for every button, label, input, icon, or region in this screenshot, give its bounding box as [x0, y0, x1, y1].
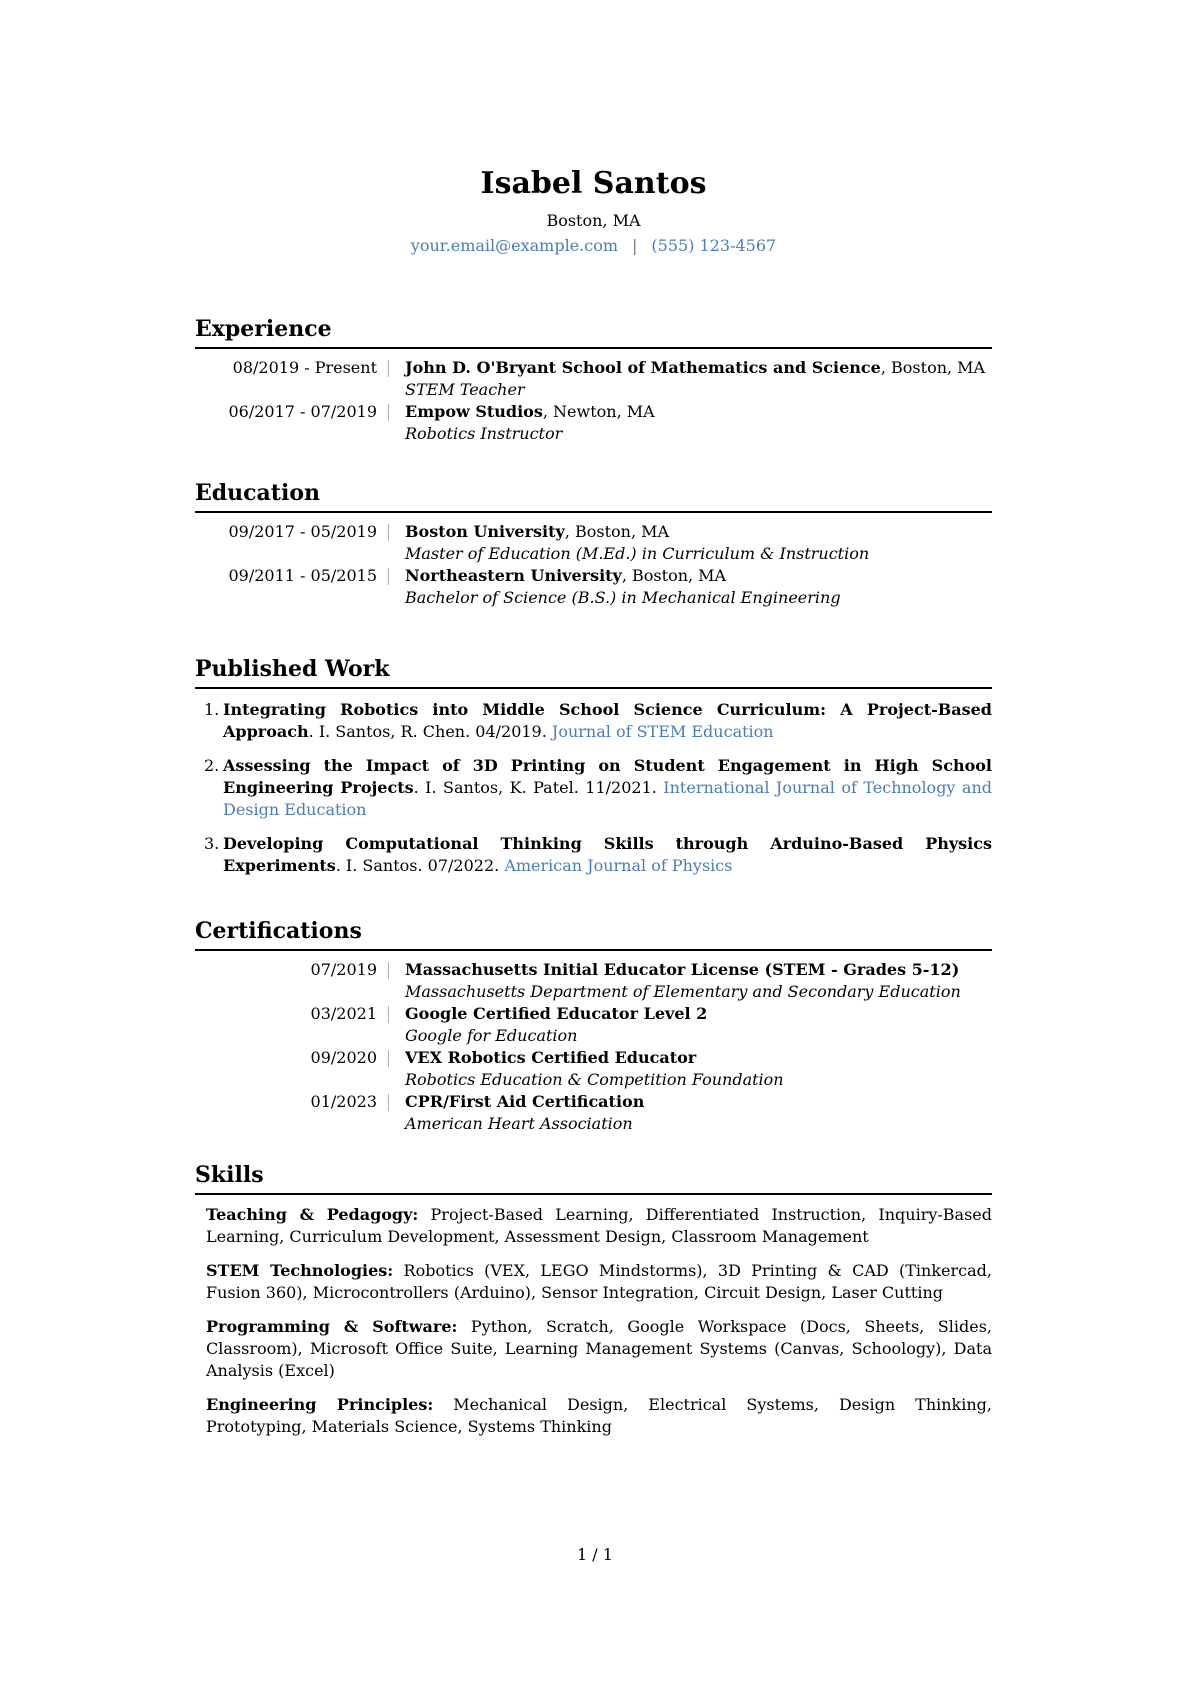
experience-entries	[195, 357, 992, 445]
publication-list	[195, 699, 992, 877]
education-entries	[195, 521, 992, 609]
entry-body	[405, 1091, 992, 1135]
resume-header	[195, 166, 992, 257]
date-separator-bar	[388, 360, 389, 377]
skill-values: Python, Scratch, Google Workspace (Docs, Sheets, Slides, Classroom), Microsoft Office Suite, Learning Management Systems (Canvas, Schoology), Data Analysis (Excel)	[206, 1317, 992, 1380]
education-entry	[195, 565, 992, 609]
org-location: , Boston, MA	[880, 358, 986, 377]
skill-values: Project-Based Learning, Differentiated Instruction, Inquiry-Based Learning, Curriculum Development, Assessment Design, Classroom Management	[206, 1205, 993, 1246]
entry-body	[405, 565, 992, 609]
journal-link[interactable]: Journal of STEM Education	[551, 722, 774, 741]
entry-org-line	[405, 565, 992, 587]
date-separator-bar	[388, 1094, 389, 1111]
section-title-education: Education	[195, 479, 992, 513]
entry-body	[405, 401, 992, 445]
certification-issuer: American Heart Association	[405, 1114, 633, 1133]
email-link[interactable]: your.email@example.com	[410, 236, 619, 255]
entry-date: 01/2023	[310, 1092, 377, 1111]
skill-item	[195, 1260, 992, 1304]
entry-date: 09/2011 - 05/2015	[228, 566, 377, 585]
date-separator-bar	[388, 1006, 389, 1023]
skill-values: Mechanical Design, Electrical Systems, Design Thinking, Prototyping, Materials Science, Systems Thinking	[206, 1395, 992, 1436]
skill-item	[195, 1204, 992, 1248]
org-name: Empow Studios	[405, 402, 543, 421]
certification-issuer: Robotics Education & Competition Foundation	[405, 1070, 784, 1089]
skill-item	[195, 1316, 992, 1382]
date-separator-bar	[388, 524, 389, 541]
school-name: Northeastern University	[405, 566, 622, 585]
skills-list	[195, 1204, 992, 1438]
date-separator-bar	[388, 568, 389, 585]
experience-entry	[195, 357, 992, 401]
publication-meta: . I. Santos, R. Chen. 04/2019.	[308, 722, 552, 741]
entry-body	[405, 1003, 992, 1047]
certification-entry	[195, 1091, 992, 1135]
location: Boston, MA	[546, 211, 641, 230]
phone-link[interactable]: (555) 123-4567	[651, 236, 777, 255]
section-published-work	[195, 655, 992, 877]
certification-entry	[195, 959, 992, 1003]
publication-item	[195, 699, 992, 743]
contact-separator: |	[632, 236, 638, 255]
entry-degree: Bachelor of Science (B.S.) in Mechanical Engineering	[405, 588, 841, 607]
section-title-skills: Skills	[195, 1161, 992, 1195]
entry-degree: Master of Education (M.Ed.) in Curriculum & Instruction	[405, 544, 870, 563]
entry-date: 07/2019	[310, 960, 377, 979]
date-separator-bar	[388, 1050, 389, 1067]
entry-date: 09/2020	[310, 1048, 377, 1067]
certification-entries	[195, 959, 992, 1135]
school-location: , Boston, MA	[564, 522, 670, 541]
section-title-experience: Experience	[195, 315, 992, 349]
entry-body	[405, 1047, 992, 1091]
journal-link[interactable]: International Journal of Technology and Design Education	[223, 778, 993, 819]
journal-link[interactable]: American Journal of Physics	[504, 856, 733, 875]
section-title-certifications: Certifications	[195, 917, 992, 951]
publication-title: Integrating Robotics into Middle School Science Curriculum: A Project-Based Approach	[223, 700, 992, 741]
entry-body	[405, 521, 992, 565]
entry-role: STEM Teacher	[405, 380, 525, 399]
section-title-published-work: Published Work	[195, 655, 992, 689]
skill-values: Robotics (VEX, LEGO Mindstorms), 3D Printing & CAD (Tinkercad, Fusion 360), Microcontrollers (Arduino), Sensor Integration, Circuit Design, Laser Cutting	[206, 1261, 992, 1302]
entry-date: 06/2017 - 07/2019	[228, 402, 377, 421]
entry-date: 03/2021	[310, 1004, 377, 1023]
section-experience	[195, 315, 992, 445]
person-name: Isabel Santos	[480, 166, 707, 201]
section-education	[195, 479, 992, 609]
skill-item	[195, 1394, 992, 1438]
date-separator-bar	[388, 404, 389, 421]
publication-item	[195, 755, 992, 821]
skill-category-label: Programming & Software:	[206, 1317, 458, 1336]
skill-category-label: Teaching & Pedagogy:	[206, 1205, 419, 1224]
date-separator-bar	[388, 962, 389, 979]
school-location: , Boston, MA	[621, 566, 727, 585]
publication-title: Assessing the Impact of 3D Printing on Student Engagement in High School Engineering Projects	[223, 756, 992, 797]
certification-name: CPR/First Aid Certification	[405, 1092, 645, 1111]
certification-entry	[195, 1003, 992, 1047]
entry-body	[405, 959, 992, 1003]
certification-issuer: Google for Education	[405, 1026, 578, 1045]
section-certifications	[195, 917, 992, 1135]
certification-name: Google Certified Educator Level 2	[405, 1004, 708, 1023]
certification-entry	[195, 1047, 992, 1091]
publication-meta: . I. Santos, K. Patel. 11/2021.	[413, 778, 664, 797]
section-skills	[195, 1161, 992, 1438]
publication-number: 1.	[204, 700, 220, 719]
skill-category-label: STEM Technologies:	[206, 1261, 394, 1280]
entry-role: Robotics Instructor	[405, 424, 563, 443]
page-number: 1 / 1	[577, 1545, 613, 1564]
publication-number: 3.	[204, 834, 220, 853]
skill-category-label: Engineering Principles:	[206, 1395, 434, 1414]
entry-org-line	[405, 357, 992, 379]
education-entry	[195, 521, 992, 565]
contact-line	[195, 235, 992, 257]
entry-org-line	[405, 401, 992, 423]
entry-date: 08/2019 - Present	[232, 358, 377, 377]
publication-meta: . I. Santos. 07/2022.	[335, 856, 505, 875]
school-name: Boston University	[405, 522, 565, 541]
publication-title: Developing Computational Thinking Skills through Arduino-Based Physics Experiments	[223, 834, 992, 875]
certification-name: Massachusetts Initial Educator License (STEM - Grades 5-12)	[405, 960, 960, 979]
certification-name: VEX Robotics Certified Educator	[405, 1048, 697, 1067]
publication-item	[195, 833, 992, 877]
entry-date: 09/2017 - 05/2019	[228, 522, 377, 541]
publication-number: 2.	[204, 756, 220, 775]
experience-entry	[195, 401, 992, 445]
certification-issuer: Massachusetts Department of Elementary and Secondary Education	[405, 982, 961, 1001]
org-location: , Newton, MA	[542, 402, 655, 421]
org-name: John D. O'Bryant School of Mathematics and Science	[405, 358, 881, 377]
entry-body	[405, 357, 992, 401]
entry-org-line	[405, 521, 992, 543]
